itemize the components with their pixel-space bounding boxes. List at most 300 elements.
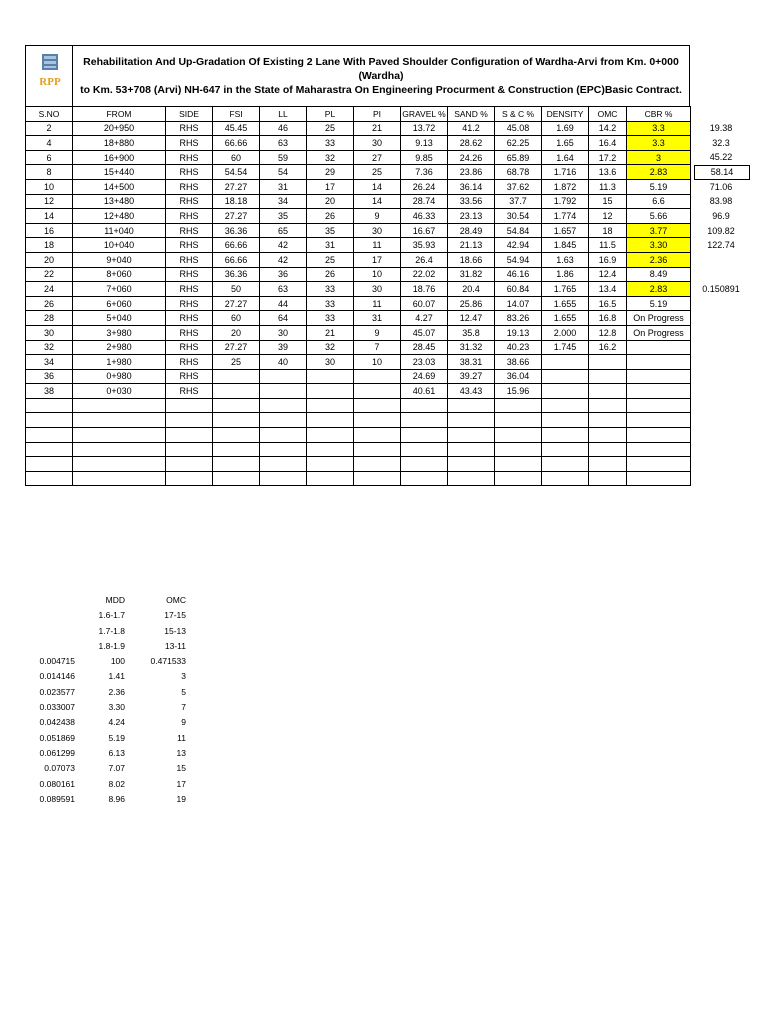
table-cell[interactable]: 8+060 — [73, 267, 166, 282]
table-cell[interactable]: 66.66 — [213, 238, 260, 253]
table-cell[interactable]: 16.2 — [589, 340, 627, 355]
table-cell[interactable]: 13.4 — [589, 282, 627, 297]
table-cell[interactable] — [589, 384, 627, 399]
table-cell[interactable]: 13.6 — [589, 165, 627, 180]
table-cell[interactable] — [589, 355, 627, 370]
table-cell[interactable]: 36 — [260, 267, 307, 282]
table-cell[interactable]: 33 — [307, 311, 354, 326]
table-cell[interactable] — [401, 398, 448, 413]
table-cell[interactable] — [26, 457, 73, 472]
table-cell[interactable]: 20 — [213, 325, 260, 340]
table-cell[interactable]: 27 — [354, 150, 401, 165]
table-cell[interactable]: RHS — [166, 355, 213, 370]
table-cell[interactable]: RHS — [166, 121, 213, 136]
table-cell[interactable]: 1.69 — [542, 121, 589, 136]
table-cell[interactable]: 12.47 — [448, 311, 495, 326]
table-cell[interactable]: 1.774 — [542, 209, 589, 224]
table-cell[interactable]: 1.872 — [542, 179, 589, 194]
table-cell[interactable]: 1.745 — [542, 340, 589, 355]
table-cell[interactable]: 31 — [260, 179, 307, 194]
table-cell[interactable]: 3.3 — [627, 136, 691, 151]
table-cell[interactable]: 1.65 — [542, 136, 589, 151]
table-cell[interactable]: RHS — [166, 223, 213, 238]
table-cell[interactable]: 23.86 — [448, 165, 495, 180]
table-cell[interactable]: 21.13 — [448, 238, 495, 253]
table-cell[interactable] — [213, 369, 260, 384]
table-cell[interactable]: 42 — [260, 238, 307, 253]
table-cell[interactable] — [354, 413, 401, 428]
table-cell[interactable]: 1.655 — [542, 311, 589, 326]
table-cell[interactable] — [542, 384, 589, 399]
table-cell[interactable]: 1.845 — [542, 238, 589, 253]
table-cell[interactable]: 44 — [260, 296, 307, 311]
table-cell[interactable] — [26, 398, 73, 413]
table-cell[interactable] — [401, 471, 448, 486]
table-cell[interactable] — [627, 442, 691, 457]
table-cell[interactable]: 16.5 — [589, 296, 627, 311]
table-cell[interactable] — [401, 413, 448, 428]
table-cell[interactable] — [354, 398, 401, 413]
table-cell[interactable]: RHS — [166, 384, 213, 399]
table-cell[interactable]: RHS — [166, 150, 213, 165]
table-cell[interactable]: 26 — [307, 209, 354, 224]
table-cell[interactable] — [354, 471, 401, 486]
table-cell[interactable] — [448, 471, 495, 486]
table-cell[interactable] — [448, 413, 495, 428]
table-cell[interactable] — [589, 398, 627, 413]
table-cell[interactable]: On Progress — [627, 325, 691, 340]
table-cell[interactable] — [542, 413, 589, 428]
table-cell[interactable]: 17 — [307, 179, 354, 194]
table-cell[interactable]: 41.2 — [448, 121, 495, 136]
table-cell[interactable] — [73, 413, 166, 428]
table-cell[interactable] — [627, 413, 691, 428]
table-cell[interactable]: 4 — [26, 136, 73, 151]
table-cell[interactable]: 4.27 — [401, 311, 448, 326]
table-cell[interactable]: 6.6 — [627, 194, 691, 209]
table-cell[interactable]: 22 — [26, 267, 73, 282]
table-cell[interactable] — [401, 428, 448, 443]
table-cell[interactable]: 27.27 — [213, 209, 260, 224]
table-cell[interactable]: 35.8 — [448, 325, 495, 340]
table-cell[interactable] — [213, 398, 260, 413]
table-cell[interactable]: 9.13 — [401, 136, 448, 151]
table-cell[interactable]: 3.30 — [627, 238, 691, 253]
table-cell[interactable]: 18.76 — [401, 282, 448, 297]
table-cell[interactable]: 59 — [260, 150, 307, 165]
table-cell[interactable]: 5+040 — [73, 311, 166, 326]
table-cell[interactable]: 10+040 — [73, 238, 166, 253]
table-cell[interactable] — [73, 471, 166, 486]
table-cell[interactable]: 23.13 — [448, 209, 495, 224]
table-cell[interactable]: RHS — [166, 296, 213, 311]
table-cell[interactable]: 68.78 — [495, 165, 542, 180]
table-cell[interactable]: 2.83 — [627, 282, 691, 297]
table-cell[interactable]: 1.655 — [542, 296, 589, 311]
table-cell[interactable]: 13.72 — [401, 121, 448, 136]
table-cell[interactable]: 1+980 — [73, 355, 166, 370]
table-cell[interactable]: 28.74 — [401, 194, 448, 209]
table-cell[interactable] — [213, 457, 260, 472]
table-cell[interactable]: 2 — [26, 121, 73, 136]
table-cell[interactable] — [26, 442, 73, 457]
table-cell[interactable] — [589, 442, 627, 457]
table-cell[interactable]: RHS — [166, 282, 213, 297]
table-cell[interactable]: 14.2 — [589, 121, 627, 136]
table-cell[interactable] — [307, 413, 354, 428]
table-cell[interactable] — [495, 413, 542, 428]
table-cell[interactable]: 12.8 — [589, 325, 627, 340]
table-cell[interactable]: 24.26 — [448, 150, 495, 165]
table-cell[interactable]: 14 — [354, 194, 401, 209]
table-cell[interactable]: 37.7 — [495, 194, 542, 209]
table-cell[interactable]: 36 — [26, 369, 73, 384]
table-cell[interactable] — [627, 384, 691, 399]
table-cell[interactable]: 60 — [213, 150, 260, 165]
table-cell[interactable]: 18 — [589, 223, 627, 238]
table-cell[interactable] — [354, 457, 401, 472]
table-cell[interactable]: 11.3 — [589, 179, 627, 194]
table-cell[interactable]: 15+440 — [73, 165, 166, 180]
table-cell[interactable]: 30.54 — [495, 209, 542, 224]
table-cell[interactable] — [260, 471, 307, 486]
table-cell[interactable]: 27.27 — [213, 179, 260, 194]
table-cell[interactable]: 30 — [307, 355, 354, 370]
table-cell[interactable] — [166, 413, 213, 428]
table-cell[interactable] — [354, 428, 401, 443]
table-cell[interactable]: 12 — [26, 194, 73, 209]
table-cell[interactable] — [495, 471, 542, 486]
table-cell[interactable]: 2+980 — [73, 340, 166, 355]
table-cell[interactable]: 54 — [260, 165, 307, 180]
table-cell[interactable] — [589, 428, 627, 443]
table-cell[interactable]: 12+480 — [73, 209, 166, 224]
table-cell[interactable] — [166, 457, 213, 472]
table-cell[interactable]: 28.62 — [448, 136, 495, 151]
table-cell[interactable] — [542, 457, 589, 472]
table-cell[interactable] — [401, 457, 448, 472]
table-cell[interactable]: 10 — [354, 355, 401, 370]
table-cell[interactable]: 16.67 — [401, 223, 448, 238]
table-cell[interactable]: 50 — [213, 282, 260, 297]
table-cell[interactable]: 45.08 — [495, 121, 542, 136]
table-cell[interactable]: RHS — [166, 179, 213, 194]
table-cell[interactable]: RHS — [166, 194, 213, 209]
table-cell[interactable] — [495, 428, 542, 443]
table-cell[interactable] — [213, 413, 260, 428]
table-cell[interactable]: 1.86 — [542, 267, 589, 282]
table-cell[interactable]: 38 — [26, 384, 73, 399]
table-cell[interactable]: 26.4 — [401, 252, 448, 267]
table-cell[interactable]: RHS — [166, 238, 213, 253]
table-cell[interactable] — [589, 369, 627, 384]
table-cell[interactable]: 2.83 — [627, 165, 691, 180]
table-cell[interactable] — [307, 442, 354, 457]
table-cell[interactable] — [448, 428, 495, 443]
table-cell[interactable]: 30 — [260, 325, 307, 340]
table-cell[interactable]: 63 — [260, 136, 307, 151]
table-cell[interactable] — [495, 442, 542, 457]
table-cell[interactable]: 1.64 — [542, 150, 589, 165]
table-cell[interactable]: 5.19 — [627, 296, 691, 311]
table-cell[interactable] — [448, 442, 495, 457]
table-cell[interactable] — [542, 428, 589, 443]
table-cell[interactable] — [307, 471, 354, 486]
table-cell[interactable]: 11 — [354, 296, 401, 311]
table-cell[interactable]: 18+880 — [73, 136, 166, 151]
table-cell[interactable]: 31 — [307, 238, 354, 253]
table-cell[interactable]: 54.84 — [495, 223, 542, 238]
table-cell[interactable]: 25.86 — [448, 296, 495, 311]
table-cell[interactable] — [542, 369, 589, 384]
table-cell[interactable]: 14 — [354, 179, 401, 194]
table-cell[interactable]: 42.94 — [495, 238, 542, 253]
table-cell[interactable]: 11+040 — [73, 223, 166, 238]
table-cell[interactable]: 17 — [354, 252, 401, 267]
table-cell[interactable] — [260, 428, 307, 443]
table-cell[interactable]: 3.77 — [627, 223, 691, 238]
table-cell[interactable]: 30 — [354, 223, 401, 238]
table-cell[interactable] — [260, 413, 307, 428]
table-cell[interactable] — [307, 398, 354, 413]
table-cell[interactable]: 62.25 — [495, 136, 542, 151]
table-cell[interactable]: 1.792 — [542, 194, 589, 209]
table-cell[interactable] — [73, 457, 166, 472]
table-cell[interactable]: 54.54 — [213, 165, 260, 180]
table-cell[interactable]: 40.61 — [401, 384, 448, 399]
table-cell[interactable]: 22.02 — [401, 267, 448, 282]
table-cell[interactable] — [307, 369, 354, 384]
table-cell[interactable]: 65 — [260, 223, 307, 238]
table-cell[interactable]: 20+950 — [73, 121, 166, 136]
table-cell[interactable]: 23.03 — [401, 355, 448, 370]
table-cell[interactable]: 20 — [26, 252, 73, 267]
table-cell[interactable]: 24.69 — [401, 369, 448, 384]
table-cell[interactable] — [627, 471, 691, 486]
table-cell[interactable]: 46 — [260, 121, 307, 136]
table-cell[interactable] — [354, 442, 401, 457]
table-cell[interactable]: 45.07 — [401, 325, 448, 340]
table-cell[interactable] — [307, 384, 354, 399]
table-cell[interactable]: 66.66 — [213, 252, 260, 267]
table-cell[interactable]: 7 — [354, 340, 401, 355]
table-cell[interactable] — [73, 428, 166, 443]
table-cell[interactable]: 36.36 — [213, 267, 260, 282]
table-cell[interactable]: RHS — [166, 136, 213, 151]
table-cell[interactable] — [627, 398, 691, 413]
table-cell[interactable]: 34 — [26, 355, 73, 370]
table-cell[interactable]: 1.716 — [542, 165, 589, 180]
table-cell[interactable]: 25 — [213, 355, 260, 370]
table-cell[interactable]: 21 — [354, 121, 401, 136]
table-cell[interactable]: 5.66 — [627, 209, 691, 224]
table-cell[interactable]: 40.23 — [495, 340, 542, 355]
table-cell[interactable]: 33 — [307, 296, 354, 311]
table-cell[interactable] — [166, 471, 213, 486]
table-cell[interactable]: 6 — [26, 150, 73, 165]
table-cell[interactable] — [213, 442, 260, 457]
table-cell[interactable]: 46.16 — [495, 267, 542, 282]
table-cell[interactable]: 66.66 — [213, 136, 260, 151]
table-cell[interactable]: 31.32 — [448, 340, 495, 355]
table-cell[interactable]: 1.657 — [542, 223, 589, 238]
table-cell[interactable] — [448, 398, 495, 413]
table-cell[interactable] — [260, 442, 307, 457]
table-cell[interactable]: 29 — [307, 165, 354, 180]
table-cell[interactable]: 64 — [260, 311, 307, 326]
table-cell[interactable]: 3.3 — [627, 121, 691, 136]
table-cell[interactable]: 27.27 — [213, 340, 260, 355]
table-cell[interactable]: 35 — [260, 209, 307, 224]
table-cell[interactable] — [627, 428, 691, 443]
table-cell[interactable]: 9.85 — [401, 150, 448, 165]
table-cell[interactable]: 39.27 — [448, 369, 495, 384]
table-cell[interactable] — [627, 457, 691, 472]
table-cell[interactable]: 17.2 — [589, 150, 627, 165]
table-cell[interactable]: 33 — [307, 282, 354, 297]
table-cell[interactable]: 30 — [354, 136, 401, 151]
table-cell[interactable]: 16 — [26, 223, 73, 238]
table-cell[interactable]: 45.45 — [213, 121, 260, 136]
table-cell[interactable] — [448, 457, 495, 472]
table-cell[interactable] — [542, 471, 589, 486]
table-cell[interactable]: 15 — [589, 194, 627, 209]
table-cell[interactable]: 35 — [307, 223, 354, 238]
table-cell[interactable]: 83.26 — [495, 311, 542, 326]
table-cell[interactable] — [73, 442, 166, 457]
table-cell[interactable] — [166, 428, 213, 443]
table-cell[interactable]: 15.96 — [495, 384, 542, 399]
table-cell[interactable] — [213, 384, 260, 399]
table-cell[interactable]: 60 — [213, 311, 260, 326]
table-cell[interactable] — [213, 471, 260, 486]
table-cell[interactable]: 7+060 — [73, 282, 166, 297]
table-cell[interactable]: 1.63 — [542, 252, 589, 267]
table-cell[interactable]: 30 — [354, 282, 401, 297]
table-cell[interactable]: 32 — [26, 340, 73, 355]
table-cell[interactable]: 7.36 — [401, 165, 448, 180]
table-cell[interactable]: 38.31 — [448, 355, 495, 370]
table-cell[interactable] — [495, 398, 542, 413]
table-cell[interactable]: 9 — [354, 325, 401, 340]
table-cell[interactable] — [542, 355, 589, 370]
table-cell[interactable]: 12.4 — [589, 267, 627, 282]
table-cell[interactable]: RHS — [166, 311, 213, 326]
table-cell[interactable] — [26, 428, 73, 443]
table-cell[interactable] — [307, 428, 354, 443]
table-cell[interactable]: 16.9 — [589, 252, 627, 267]
table-cell[interactable] — [354, 369, 401, 384]
table-cell[interactable]: 46.33 — [401, 209, 448, 224]
table-cell[interactable]: 3+980 — [73, 325, 166, 340]
table-cell[interactable]: 14 — [26, 209, 73, 224]
table-cell[interactable]: 10 — [26, 179, 73, 194]
table-cell[interactable] — [213, 428, 260, 443]
table-cell[interactable]: 60.84 — [495, 282, 542, 297]
table-cell[interactable]: 9+040 — [73, 252, 166, 267]
table-cell[interactable]: 19.13 — [495, 325, 542, 340]
table-cell[interactable] — [542, 442, 589, 457]
table-cell[interactable]: 26 — [307, 267, 354, 282]
table-cell[interactable]: 42 — [260, 252, 307, 267]
table-cell[interactable]: 32 — [307, 340, 354, 355]
table-cell[interactable]: 16+900 — [73, 150, 166, 165]
table-cell[interactable]: 6+060 — [73, 296, 166, 311]
table-cell[interactable]: 28 — [26, 311, 73, 326]
table-cell[interactable]: 13+480 — [73, 194, 166, 209]
table-cell[interactable] — [627, 355, 691, 370]
table-cell[interactable]: 26 — [26, 296, 73, 311]
table-cell[interactable]: 18.66 — [448, 252, 495, 267]
table-cell[interactable]: 0+030 — [73, 384, 166, 399]
table-cell[interactable]: 54.94 — [495, 252, 542, 267]
table-cell[interactable]: 14.07 — [495, 296, 542, 311]
table-cell[interactable] — [73, 398, 166, 413]
table-cell[interactable]: 38.66 — [495, 355, 542, 370]
table-cell[interactable]: RHS — [166, 209, 213, 224]
table-cell[interactable]: 2.000 — [542, 325, 589, 340]
table-cell[interactable]: 30 — [26, 325, 73, 340]
table-cell[interactable]: 11 — [354, 238, 401, 253]
table-cell[interactable]: 27.27 — [213, 296, 260, 311]
table-cell[interactable]: RHS — [166, 165, 213, 180]
table-cell[interactable]: 65.89 — [495, 150, 542, 165]
table-cell[interactable] — [166, 398, 213, 413]
table-cell[interactable] — [166, 442, 213, 457]
table-cell[interactable]: 32 — [307, 150, 354, 165]
table-cell[interactable]: 40 — [260, 355, 307, 370]
table-cell[interactable] — [260, 369, 307, 384]
table-cell[interactable]: 35.93 — [401, 238, 448, 253]
table-cell[interactable]: 18.18 — [213, 194, 260, 209]
table-cell[interactable] — [495, 457, 542, 472]
table-cell[interactable]: 18 — [26, 238, 73, 253]
table-cell[interactable]: 25 — [307, 252, 354, 267]
table-cell[interactable]: 9 — [354, 209, 401, 224]
table-cell[interactable]: 3 — [627, 150, 691, 165]
table-cell[interactable]: 34 — [260, 194, 307, 209]
table-cell[interactable]: RHS — [166, 267, 213, 282]
table-cell[interactable]: 0+980 — [73, 369, 166, 384]
table-cell[interactable]: 37.62 — [495, 179, 542, 194]
table-cell[interactable]: 12 — [589, 209, 627, 224]
table-cell[interactable]: 21 — [307, 325, 354, 340]
table-cell[interactable] — [589, 413, 627, 428]
table-cell[interactable]: 8.49 — [627, 267, 691, 282]
table-cell[interactable]: 10 — [354, 267, 401, 282]
table-cell[interactable]: 36.36 — [213, 223, 260, 238]
table-cell[interactable] — [26, 413, 73, 428]
table-cell[interactable] — [627, 369, 691, 384]
table-cell[interactable] — [589, 457, 627, 472]
table-cell[interactable]: 33 — [307, 136, 354, 151]
table-cell[interactable] — [589, 471, 627, 486]
table-cell[interactable]: 26.24 — [401, 179, 448, 194]
table-cell[interactable]: 63 — [260, 282, 307, 297]
table-cell[interactable]: 5.19 — [627, 179, 691, 194]
table-cell[interactable]: RHS — [166, 325, 213, 340]
table-cell[interactable]: 36.04 — [495, 369, 542, 384]
table-cell[interactable]: 43.43 — [448, 384, 495, 399]
table-cell[interactable] — [627, 340, 691, 355]
table-cell[interactable] — [542, 398, 589, 413]
table-cell[interactable]: RHS — [166, 340, 213, 355]
table-cell[interactable]: 16.8 — [589, 311, 627, 326]
table-cell[interactable] — [307, 457, 354, 472]
table-cell[interactable]: 16.4 — [589, 136, 627, 151]
table-cell[interactable]: 36.14 — [448, 179, 495, 194]
table-cell[interactable]: 1.765 — [542, 282, 589, 297]
